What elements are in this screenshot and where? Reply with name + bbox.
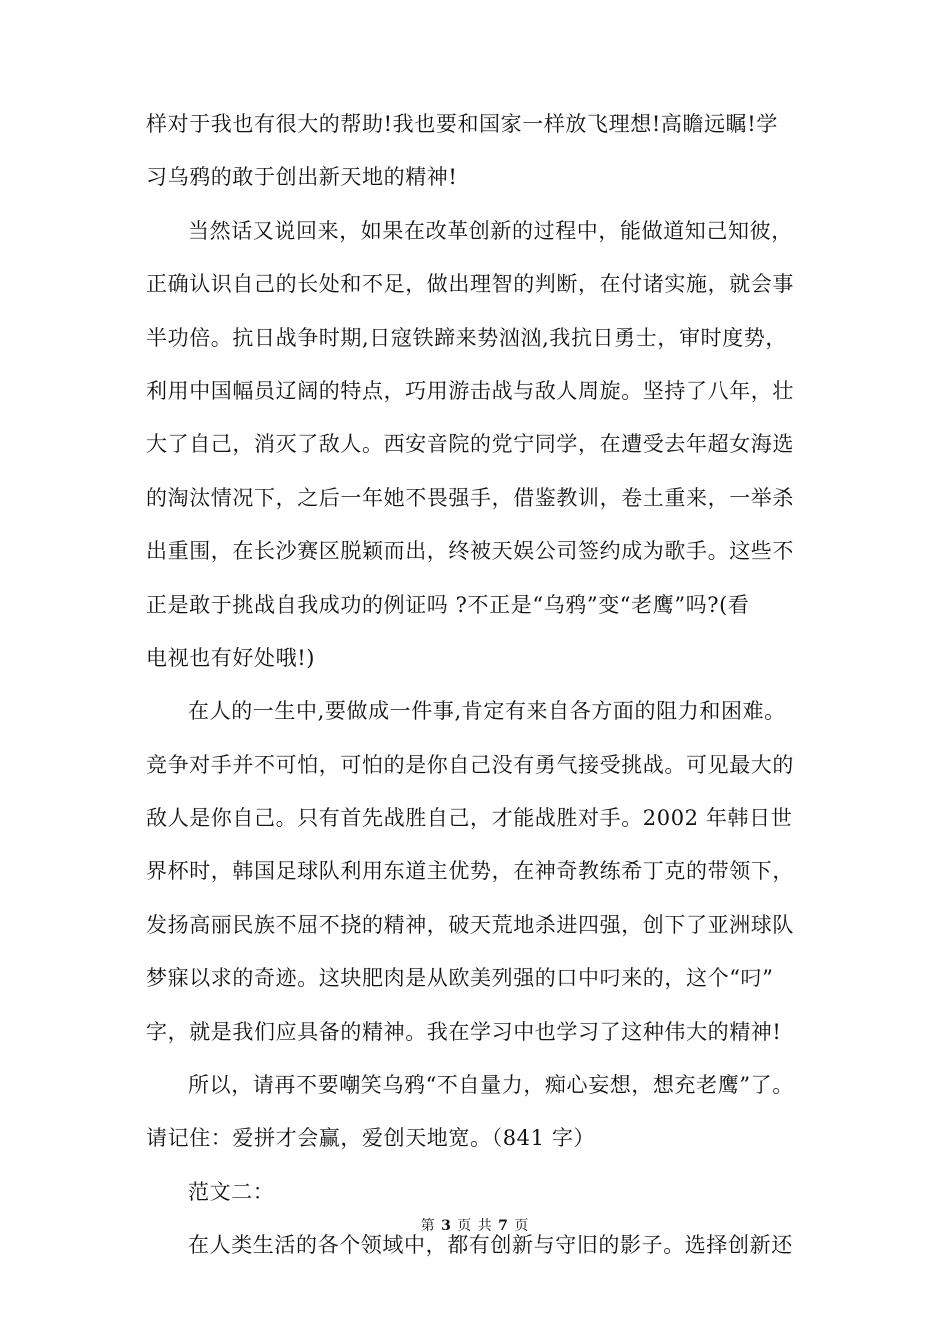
section-heading: 范文二： xyxy=(188,1179,275,1204)
essay-body xyxy=(146,98,820,1273)
footer-middle: 页 共 xyxy=(457,1218,493,1234)
text-line: 习乌鸦的敢于创出新天地的精神! xyxy=(146,165,458,190)
text-line: 半功倍。抗日战争时期,日寇铁蹄来势汹汹,我抗日勇士，审时度势， xyxy=(146,325,787,350)
text-line: 当然话又说回来，如果在改革创新的过程中，能做道知己知彼， xyxy=(188,218,793,243)
page-footer xyxy=(0,1216,950,1236)
text-line: 所以，请再不要嘲笑乌鸦“不自量力，痴心妄想，想充老鹰”了。 xyxy=(188,1073,794,1098)
footer-prefix: 第 xyxy=(420,1218,436,1234)
text-line: 电视也有好处哦!) xyxy=(146,645,316,670)
text-line: 界杯时，韩国足球队利用东道主优势，在神奇教练希丁克的带领下， xyxy=(146,859,794,884)
text-line: 竞争对手并不可怕，可怕的是你自己没有勇气接受挑战。可见最大的 xyxy=(146,752,794,777)
text-line: 字，就是我们应具备的精神。我在学习中也学习了这种伟大的精神! xyxy=(146,1019,782,1044)
text-line: 大了自己，消灭了敌人。西安音院的党宁同学，在遭受去年超女海选 xyxy=(146,432,794,457)
text-line: 在人的一生中,要做成一件事,肯定有来自各方面的阻力和困难。 xyxy=(188,699,786,724)
text-line: 样对于我也有很大的帮助!我也要和国家一样放飞理想!高瞻远瞩!学 xyxy=(146,112,778,136)
text-line: 梦寐以求的奇迹。这块肥肉是从欧美列强的口中叼来的，这个“叼” xyxy=(146,966,774,991)
text-line: 出重围，在长沙赛区脱颖而出，终被天娱公司签约成为歌手。这些不 xyxy=(146,539,794,564)
text-line: 在人类生活的各个领域中，都有创新与守旧的影子。选择创新还 xyxy=(188,1233,793,1258)
text-line: 正是敢于挑战自我成功的例证吗 ?不正是“乌鸦”变“老鹰”吗?(看 xyxy=(146,592,750,617)
text-line: 请记住：爱拼才会赢，爱创天地宽。（841 字） xyxy=(146,1126,596,1151)
current-page-number: 3 xyxy=(441,1218,452,1234)
text-line: 正确认识自己的长处和不足，做出理智的判断，在付诸实施，就会事 xyxy=(146,272,794,297)
footer-suffix: 页 xyxy=(514,1218,530,1234)
text-line: 发扬高丽民族不屈不挠的精神，破天荒地杀进四强，创下了亚洲球队 xyxy=(146,912,794,937)
text-line: 利用中国幅员辽阔的特点，巧用游击战与敌人周旋。坚持了八年，壮 xyxy=(146,378,794,403)
text-line: 的淘汰情况下，之后一年她不畏强手，借鉴教训，卷土重来，一举杀 xyxy=(146,485,794,510)
total-pages-number: 7 xyxy=(498,1218,509,1234)
text-line: 敌人是你自己。只有首先战胜自己，才能战胜对手。2002 年韩日世 xyxy=(146,806,793,831)
